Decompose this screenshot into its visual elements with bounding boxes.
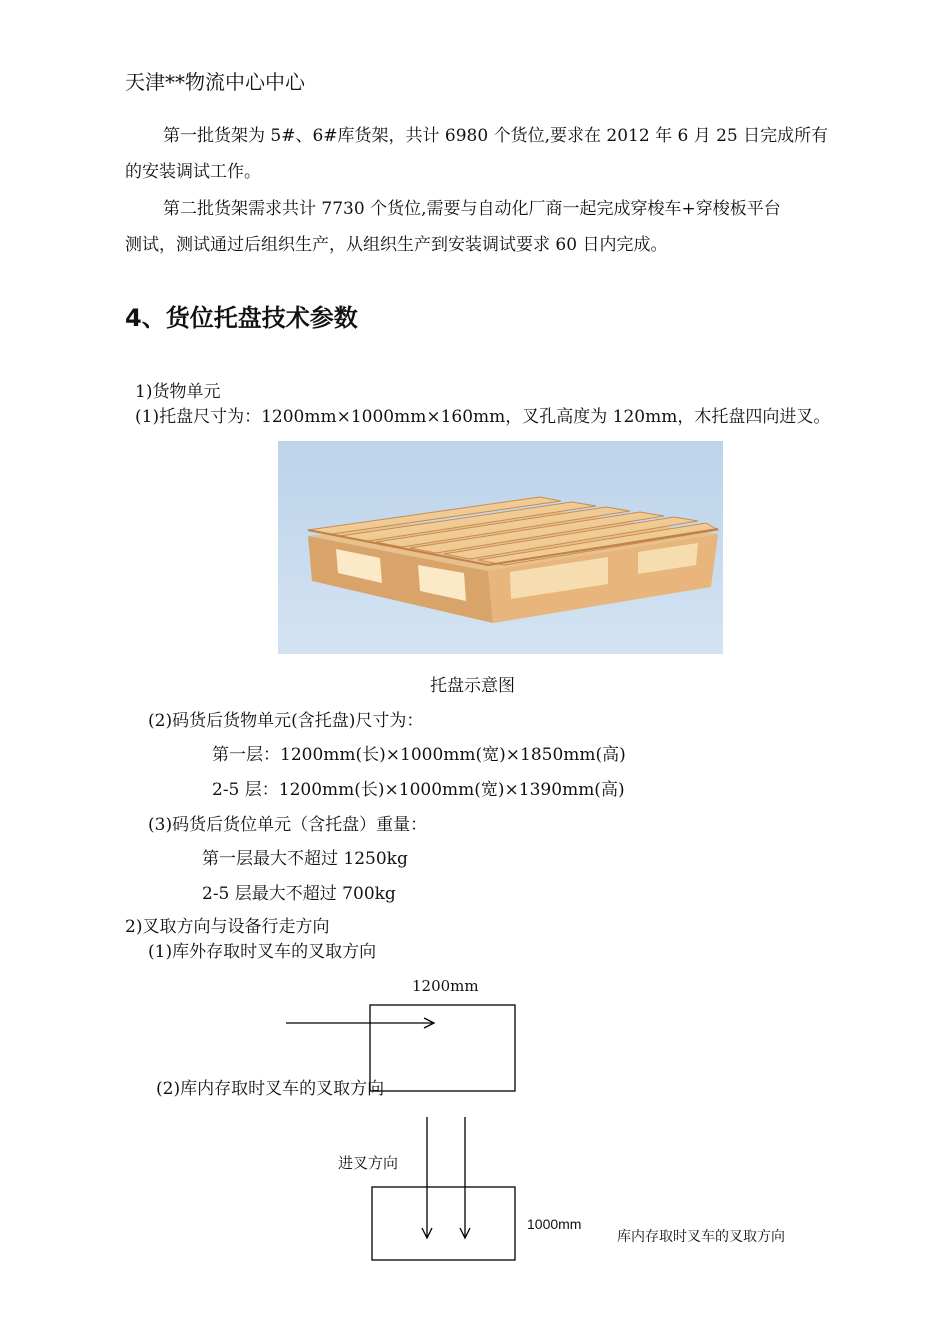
inside-diagram-caption: 库内存取时叉车的叉取方向 [617,1229,785,1245]
layer2-5-size: 2-5 层：1200mm(长)×1000mm(宽)×1390mm(高) [212,780,625,800]
cargo-unit-title: 1)货物单元 [135,382,221,402]
pallet-size-text: (1)托盘尺寸为：1200mm×1000mm×160mm，叉孔高度为 120mm，木托盘四向进叉。 [135,407,831,427]
layer1-weight: 第一层最大不超过 1250kg [202,849,408,869]
fork-direction-title: 2)叉取方向与设备行走方向 [125,917,330,937]
inside-dimension-label: 1000mm [527,1216,582,1232]
inside-fork-title: (2)库内存取时叉车的叉取方向 [156,1079,385,1099]
layer1-size: 第一层：1200mm(长)×1000mm(宽)×1850mm(高) [212,745,626,765]
pallet-image-caption: 托盘示意图 [430,676,515,696]
intro-batch1-line2: 的安装调试工作。 [125,162,261,182]
outside-dimension-label: 1200mm [412,977,479,995]
feed-direction-label: 进叉方向 [338,1154,399,1172]
layer2-5-weight: 2-5 层最大不超过 700kg [202,884,396,904]
section-heading: 4、货位托盘技术参数 [125,304,358,332]
intro-batch1-line1: 第一批货架为 5#、6#库货架，共计 6980 个货位,要求在 2012 年 6 月 25 日完成所有 [163,126,829,146]
outside-pallet-box [370,1005,515,1091]
outside-fork-title: (1)库外存取时叉车的叉取方向 [148,942,377,962]
intro-batch2-line2: 测试，测试通过后组织生产，从组织生产到安装调试要求 60 日内完成。 [125,235,668,255]
document-header: 天津**物流中心中心 [125,70,305,94]
stacked-size-title: (2)码货后货物单元(含托盘)尺寸为： [148,711,424,731]
inside-pallet-box [372,1187,515,1260]
weight-title: (3)码货后货位单元（含托盘）重量： [148,815,428,835]
intro-batch2-line1: 第二批货架需求共计 7730 个货位,需要与自动化厂商一起完成穿梭车+穿梭板平台 [163,199,781,219]
